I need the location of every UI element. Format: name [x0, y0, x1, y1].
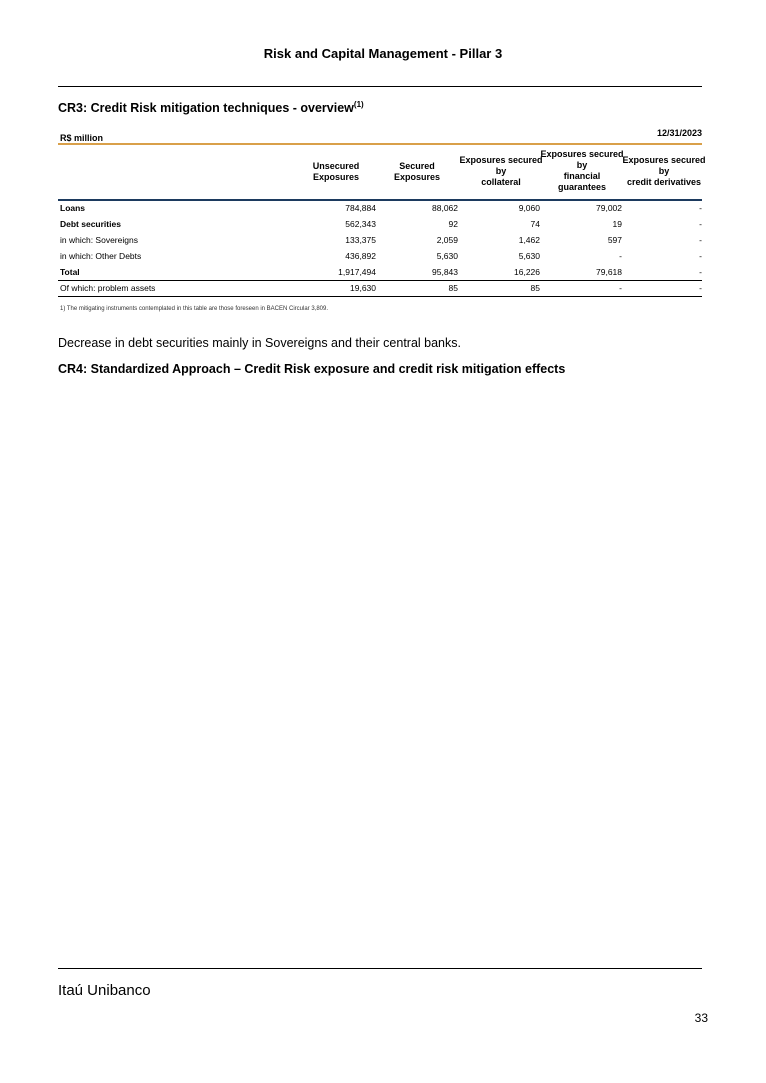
cr3-title-footnote-ref: (1)	[353, 100, 364, 109]
footer-brand: Itaú Unibanco	[58, 982, 151, 999]
row-label: Total	[60, 267, 80, 277]
cell-secured: 5,630	[436, 251, 458, 261]
cell-financial-guarantees: -	[619, 283, 622, 293]
col-header-unsecured: Unsecured Exposures	[312, 161, 360, 182]
table-date: 12/31/2023	[656, 128, 702, 138]
cell-collateral: 16,226	[514, 267, 540, 277]
row-label: Debt securities	[60, 219, 121, 229]
table-footnote: 1) The mitigating instruments contemplated in this table are those foreseen in BACEN Circular 3,809.	[60, 306, 329, 312]
cell-collateral: 85	[530, 283, 540, 293]
cell-secured: 95,843	[432, 267, 458, 277]
cell-collateral: 9,060	[518, 203, 540, 213]
cell-collateral: 5,630	[518, 251, 540, 261]
row-label: Of which: problem assets	[60, 283, 156, 293]
row-label: Loans	[60, 203, 86, 213]
cell-credit-derivatives: -	[699, 267, 702, 277]
cell-financial-guarantees: -	[619, 251, 622, 261]
table-row	[58, 233, 702, 249]
cell-unsecured: 133,375	[345, 235, 376, 245]
footer-divider	[58, 968, 702, 969]
table-row	[58, 249, 702, 265]
cell-credit-derivatives: -	[699, 283, 702, 293]
cell-unsecured: 436,892	[345, 251, 376, 261]
table-bottom-rule	[58, 296, 702, 297]
header-divider	[58, 86, 702, 87]
page-header-title: Risk and Capital Management - Pillar 3	[263, 46, 503, 61]
body-paragraph: Decrease in debt securities mainly in Sovereigns and their central banks.	[58, 336, 461, 350]
table-top-rule	[58, 143, 702, 145]
cell-credit-derivatives: -	[699, 251, 702, 261]
cell-unsecured: 784,884	[345, 203, 376, 213]
cell-secured: 92	[448, 219, 458, 229]
cell-financial-guarantees: 19	[612, 219, 622, 229]
cell-secured: 85	[448, 283, 458, 293]
table-unit: R$ million	[60, 133, 104, 143]
cell-collateral: 1,462	[518, 235, 540, 245]
cell-unsecured: 1,917,494	[338, 267, 376, 277]
cell-unsecured: 19,630	[350, 283, 376, 293]
col-header-financial-guarantees: Exposures secured by financial guarantees	[540, 149, 624, 192]
table-row	[58, 217, 702, 233]
cell-financial-guarantees: 79,618	[596, 267, 622, 277]
row-label: in which: Other Debts	[60, 251, 142, 261]
table-row	[58, 201, 702, 217]
table-row	[58, 281, 702, 297]
cr3-title-text: CR3: Credit Risk mitigation techniques - overview	[58, 101, 354, 116]
cell-credit-derivatives: -	[699, 235, 702, 245]
page-number: 33	[694, 1011, 708, 1025]
cell-financial-guarantees: 79,002	[596, 203, 622, 213]
table-row	[58, 265, 702, 281]
cell-unsecured: 562,343	[345, 219, 376, 229]
col-header-credit-derivatives: Exposures secured by credit derivatives	[622, 155, 706, 187]
row-label: in which: Sovereigns	[60, 235, 138, 245]
cell-collateral: 74	[530, 219, 540, 229]
col-header-collateral: Exposures secured by collateral	[459, 155, 543, 187]
col-header-secured: Secured Exposures	[393, 161, 441, 182]
cr4-title: CR4: Standardized Approach – Credit Risk exposure and credit risk mitigation effects	[58, 362, 566, 376]
cell-credit-derivatives: -	[699, 203, 702, 213]
cell-credit-derivatives: -	[699, 219, 702, 229]
cr3-title	[58, 100, 364, 115]
cell-financial-guarantees: 597	[607, 235, 622, 245]
cell-secured: 88,062	[432, 203, 458, 213]
cell-secured: 2,059	[436, 235, 458, 245]
